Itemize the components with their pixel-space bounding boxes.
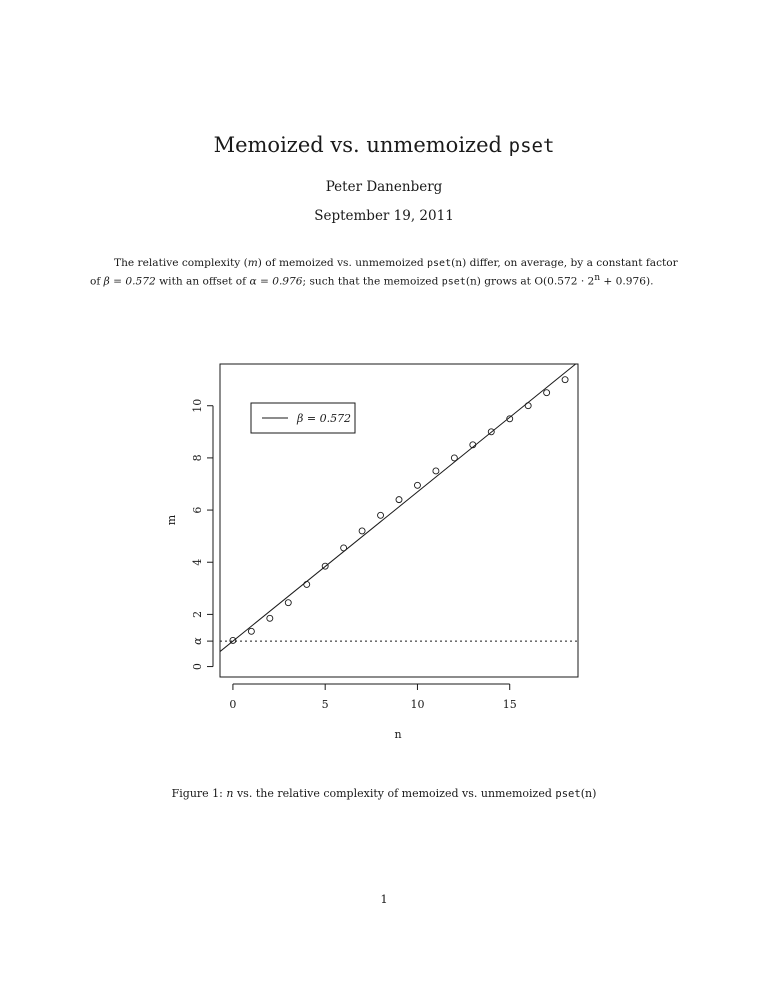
x-tick-label: 10 — [410, 698, 425, 711]
abstract-bigo-end: + 0.976). — [600, 275, 654, 288]
abstract-m: m — [247, 257, 258, 269]
date: September 19, 2011 — [314, 208, 454, 224]
author: Peter Danenberg — [325, 179, 443, 195]
data-point — [544, 390, 550, 396]
data-point — [525, 403, 531, 409]
x-tick-label: 0 — [229, 698, 237, 711]
caption-code: pset — [555, 788, 581, 800]
y-tick-label: 10 — [191, 398, 204, 413]
paper-title-text: Memoized vs. unmemoized — [213, 133, 509, 157]
x-tick-label: 15 — [502, 698, 517, 711]
y-axis-label: m — [165, 514, 178, 526]
y-tick-label: 2 — [191, 610, 204, 618]
abstract-text: differ, on average, by a constant factor of — [90, 257, 678, 288]
abstract-code: pset — [441, 276, 466, 288]
data-point — [414, 482, 420, 488]
figure-caption — [0, 787, 768, 800]
abstract-bigo: O(0.572 · 2 — [534, 275, 595, 288]
abstract-text: ; such that the memoized — [302, 275, 442, 288]
y-tick-label: 6 — [191, 506, 204, 514]
data-point — [304, 581, 310, 587]
y-tick-label: 8 — [191, 454, 204, 462]
x-axis-label: n — [394, 728, 402, 741]
abstract-sup: n — [594, 273, 600, 283]
data-point — [341, 545, 347, 551]
data-point — [359, 528, 365, 534]
data-point — [378, 512, 384, 518]
paper-title-code: pset — [508, 135, 555, 157]
caption-label: Figure 1: — [171, 787, 227, 800]
data-point — [285, 600, 291, 606]
data-point — [267, 615, 273, 621]
abstract-n: (n) — [465, 275, 481, 288]
legend — [251, 403, 355, 433]
caption-tail: (n) — [580, 787, 597, 800]
data-point — [396, 497, 402, 503]
y-tick-label: 0 — [191, 663, 204, 671]
abstract-text: with an offset of — [155, 275, 250, 288]
data-point — [248, 628, 254, 634]
abstract-beta: β = 0.572 — [103, 275, 156, 288]
page-number: 1 — [380, 892, 388, 906]
abstract-text: grows at — [480, 275, 535, 288]
legend-label: β = 0.572 — [297, 412, 352, 425]
abstract-code: pset — [427, 258, 452, 269]
data-point — [433, 468, 439, 474]
abstract-n: (n) — [451, 257, 467, 269]
data-point — [451, 455, 457, 461]
y-tick-label: α — [191, 637, 204, 645]
abstract-text: ) of memoized vs. unmemoized — [257, 257, 428, 269]
x-tick-label: 5 — [321, 698, 329, 711]
caption-text: vs. the relative complexity of memoized vs. unmemoized — [233, 787, 556, 800]
chart-axes — [191, 399, 517, 711]
abstract-text: The relative complexity ( — [114, 257, 248, 269]
caption-n: n — [226, 787, 234, 800]
y-tick-label: 4 — [191, 558, 204, 566]
data-point — [562, 377, 568, 383]
abstract-alpha: α = 0.976 — [249, 275, 303, 288]
